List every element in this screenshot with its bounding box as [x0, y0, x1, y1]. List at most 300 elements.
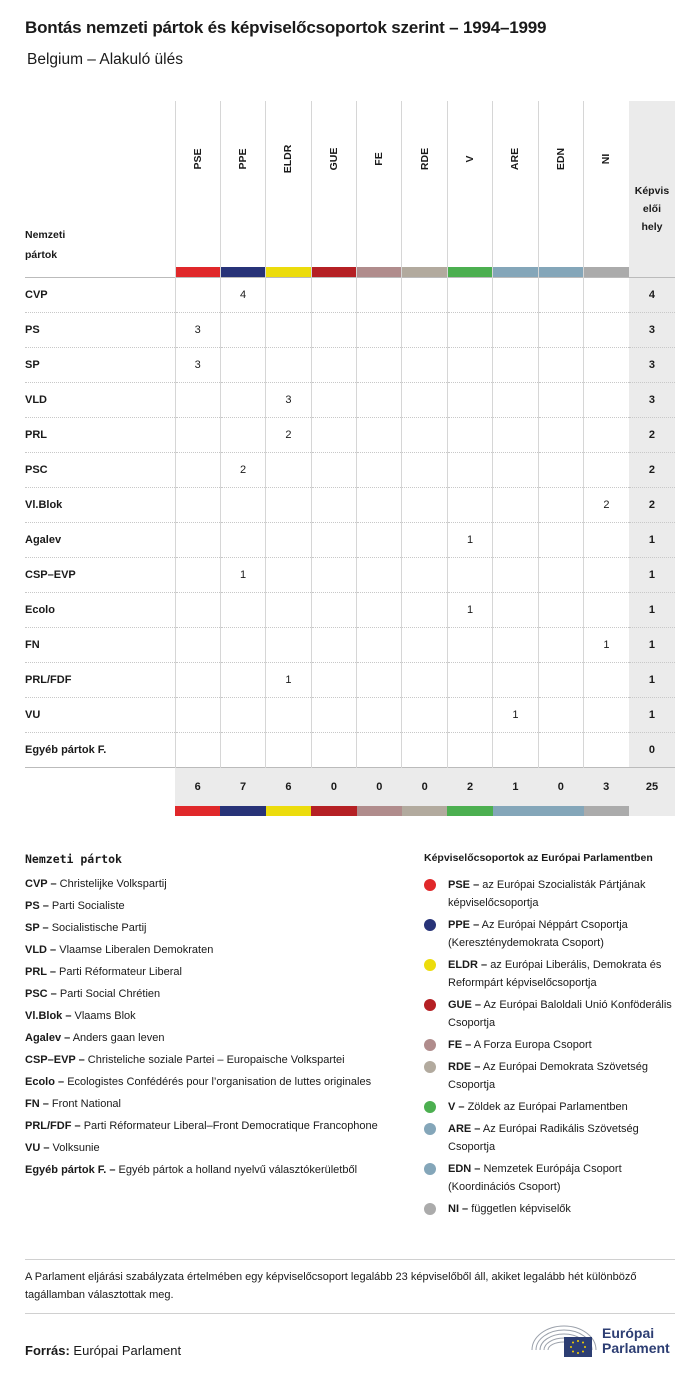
- seat-total-cell: 1: [629, 558, 675, 593]
- seat-cell: [538, 313, 583, 348]
- group-full-name: A Forza Europa Csoport: [473, 1039, 592, 1051]
- seat-cell: [311, 418, 356, 453]
- party-name: Agalev: [25, 523, 175, 558]
- group-abbr: RDE –: [448, 1061, 481, 1073]
- group-header-label: EDN: [554, 147, 567, 171]
- seat-cell: [538, 418, 583, 453]
- seat-cell: [493, 523, 538, 558]
- party-full-name: Parti Socialiste: [51, 900, 125, 912]
- page-subtitle: Belgium – Alakuló ülés: [27, 51, 183, 68]
- group-full-name: független képviselők: [471, 1203, 571, 1215]
- group-header-are: [493, 101, 538, 278]
- seat-cell: [357, 313, 402, 348]
- seat-cell: [584, 453, 629, 488]
- seat-cell: [266, 628, 311, 663]
- grand-total-cell: 25: [629, 768, 675, 807]
- ep-group-entry: [424, 1200, 679, 1218]
- totals-row: [25, 768, 675, 807]
- seat-total-cell: 1: [629, 663, 675, 698]
- table-row: [25, 313, 675, 348]
- party-abbr: VLD –: [25, 944, 57, 956]
- ep-group-entry: [424, 1036, 679, 1054]
- seat-total-cell: 0: [629, 733, 675, 768]
- group-color-bar: [266, 267, 310, 277]
- party-name: PS: [25, 313, 175, 348]
- seat-cell: [220, 523, 265, 558]
- bars-spacer: [25, 806, 175, 816]
- party-full-name: Socialistische Partij: [51, 922, 147, 934]
- party-abbr: PS –: [25, 900, 49, 912]
- group-header-label: RDE: [418, 147, 431, 171]
- seat-cell: [584, 523, 629, 558]
- group-color-bar: [538, 806, 583, 816]
- group-abbr: ELDR –: [448, 959, 488, 971]
- seat-cell: [402, 558, 447, 593]
- group-color-bar: [584, 267, 629, 277]
- seat-cell: [220, 418, 265, 453]
- national-party-entry: [25, 985, 400, 1003]
- group-color-bar: [402, 267, 446, 277]
- party-abbr: Agalev –: [25, 1032, 71, 1044]
- party-abbr: Ecolo –: [25, 1076, 65, 1088]
- table-row: [25, 488, 675, 523]
- seat-cell: [402, 313, 447, 348]
- seat-total-cell: 3: [629, 348, 675, 383]
- row-header-line: pártok: [25, 249, 58, 261]
- seat-cell: [357, 418, 402, 453]
- group-full-name: az Európai Liberális, Demokrata és Reformpárt képviselőcsoportja: [448, 959, 662, 989]
- seat-cell: [447, 383, 492, 418]
- table-row: [25, 418, 675, 453]
- seat-total-cell: 1: [629, 593, 675, 628]
- group-color-bar: [539, 267, 583, 277]
- source-value: Európai Parlament: [73, 1343, 182, 1358]
- source-label: Forrás:: [25, 1343, 70, 1358]
- seat-cell: [311, 698, 356, 733]
- group-header-ppe: [220, 101, 265, 278]
- seat-cell: [447, 418, 492, 453]
- seat-cell: [538, 593, 583, 628]
- seat-cell: [266, 523, 311, 558]
- ep-group-entry: [424, 1098, 679, 1116]
- seat-distribution-table: [25, 101, 675, 816]
- seat-cell: [220, 733, 265, 768]
- seat-cell: [538, 278, 583, 313]
- table-row: [25, 383, 675, 418]
- seat-cell: 2: [584, 488, 629, 523]
- table-row: [25, 453, 675, 488]
- seat-cell: [175, 663, 220, 698]
- group-color-dot-icon: [424, 999, 436, 1011]
- ep-group-entry: [424, 916, 679, 952]
- group-header-label: FE: [373, 152, 386, 166]
- national-party-entry: [25, 919, 400, 937]
- national-party-entry: [25, 963, 400, 981]
- rules-note: A Parlament eljárási szabályzata értelmében egy képviselőcsoport legalább 23 képviselőből áll, akiket legalább hét különböző tagállamban választottak meg.: [25, 1259, 675, 1314]
- seat-cell: [538, 733, 583, 768]
- seat-cell: [584, 593, 629, 628]
- seat-total-cell: 4: [629, 278, 675, 313]
- group-full-name: az Európai Szocialisták Pártjának képviselőcsoportja: [448, 879, 646, 909]
- seat-cell: [493, 733, 538, 768]
- seat-cell: [266, 313, 311, 348]
- group-color-bar: [447, 806, 492, 816]
- seat-cell: 4: [220, 278, 265, 313]
- group-header-label: V: [464, 155, 477, 163]
- national-party-entry: [25, 897, 400, 915]
- seat-cell: [311, 453, 356, 488]
- seat-cell: [311, 733, 356, 768]
- seat-cell: 1: [220, 558, 265, 593]
- group-color-bar: [175, 806, 220, 816]
- party-name: FN: [25, 628, 175, 663]
- seat-cell: [266, 733, 311, 768]
- group-header-v: [447, 101, 492, 278]
- seat-cell: [220, 313, 265, 348]
- seat-cell: [402, 488, 447, 523]
- seat-cell: 3: [175, 313, 220, 348]
- seat-cell: 1: [447, 523, 492, 558]
- group-abbr: EDN –: [448, 1163, 481, 1175]
- seat-total-cell: 1: [629, 628, 675, 663]
- group-total-cell: 6: [175, 768, 220, 807]
- logo-wordmark: [602, 1326, 670, 1356]
- seat-cell: 2: [266, 418, 311, 453]
- group-color-bar: [402, 806, 447, 816]
- seat-cell: [357, 278, 402, 313]
- seat-cell: [357, 383, 402, 418]
- table-row: [25, 348, 675, 383]
- party-abbr: Vl.Blok –: [25, 1010, 72, 1022]
- group-total-cell: 0: [357, 768, 402, 807]
- bottom-color-bars: [25, 806, 675, 816]
- seat-cell: [493, 488, 538, 523]
- seat-cell: [311, 383, 356, 418]
- seat-cell: [311, 558, 356, 593]
- seat-cell: [175, 383, 220, 418]
- table-row: [25, 278, 675, 313]
- seat-cell: [584, 383, 629, 418]
- seat-total-cell: 2: [629, 453, 675, 488]
- seat-cell: [402, 698, 447, 733]
- group-header-label: NI: [600, 153, 613, 165]
- seat-cell: [220, 628, 265, 663]
- group-full-name: Zöldek az Európai Parlamentben: [467, 1101, 628, 1113]
- seat-total-cell: 1: [629, 698, 675, 733]
- seat-cell: [584, 663, 629, 698]
- seat-cell: [357, 628, 402, 663]
- party-name: VU: [25, 698, 175, 733]
- seat-cell: [220, 593, 265, 628]
- party-name: PRL: [25, 418, 175, 453]
- seat-cell: [584, 558, 629, 593]
- seat-cell: [175, 698, 220, 733]
- table-row: [25, 593, 675, 628]
- seat-cell: [357, 663, 402, 698]
- seat-cell: [402, 593, 447, 628]
- group-color-dot-icon: [424, 1039, 436, 1051]
- party-abbr: Egyéb pártok F. –: [25, 1164, 116, 1176]
- logo-line-1: Európai: [602, 1325, 655, 1341]
- group-abbr: FE –: [448, 1039, 472, 1051]
- group-color-dot-icon: [424, 919, 436, 931]
- party-full-name: Ecologistes Confédérés pour l’organisation de luttes originales: [67, 1076, 372, 1088]
- seat-cell: [220, 488, 265, 523]
- national-party-entry: [25, 941, 400, 959]
- seat-cell: [447, 313, 492, 348]
- seat-cell: [493, 418, 538, 453]
- group-header-gue: [311, 101, 356, 278]
- group-color-bar: [220, 806, 265, 816]
- page-title: Bontás nemzeti pártok és képviselőcsoportok szerint – 1994–1999: [25, 18, 547, 37]
- seat-total-cell: 3: [629, 313, 675, 348]
- seat-cell: [402, 733, 447, 768]
- party-abbr: PRL –: [25, 966, 56, 978]
- party-abbr: FN –: [25, 1098, 49, 1110]
- group-color-dot-icon: [424, 879, 436, 891]
- seat-cell: [311, 488, 356, 523]
- seat-cell: [357, 733, 402, 768]
- row-header: [25, 101, 175, 278]
- group-color-bar: [584, 806, 629, 816]
- row-header-line: Nemzeti: [25, 229, 66, 241]
- seat-cell: [357, 698, 402, 733]
- seat-cell: [175, 593, 220, 628]
- party-full-name: Vlaams Blok: [74, 1010, 136, 1022]
- ep-group-entry: [424, 876, 679, 912]
- totals-spacer: [25, 768, 175, 807]
- national-party-entry: [25, 1117, 400, 1135]
- seat-cell: [402, 663, 447, 698]
- table-row: [25, 628, 675, 663]
- seat-cell: [220, 348, 265, 383]
- ep-groups-legend: [424, 852, 679, 1222]
- seats-header-line: Képvis: [634, 185, 670, 197]
- national-party-entry: [25, 1139, 400, 1157]
- seat-cell: [357, 523, 402, 558]
- group-total-cell: 0: [538, 768, 583, 807]
- ep-group-entry: [424, 1160, 679, 1196]
- group-full-name: Az Európai Néppárt Csoportja (Kereszténydemokrata Csoport): [448, 919, 628, 949]
- group-header-ni: [584, 101, 629, 278]
- seat-cell: [357, 348, 402, 383]
- seat-cell: [357, 453, 402, 488]
- national-party-entry: [25, 1161, 400, 1179]
- table-row: [25, 663, 675, 698]
- seat-cell: [175, 453, 220, 488]
- table-row: [25, 733, 675, 768]
- national-party-entry: [25, 1029, 400, 1047]
- party-abbr: PSC –: [25, 988, 57, 1000]
- group-total-cell: 2: [447, 768, 492, 807]
- seat-cell: 3: [266, 383, 311, 418]
- seat-cell: [175, 278, 220, 313]
- party-abbr: CSP–EVP –: [25, 1054, 85, 1066]
- seat-cell: [584, 418, 629, 453]
- group-header-label: PPE: [237, 148, 250, 170]
- seat-cell: [538, 523, 583, 558]
- party-full-name: Egyéb pártok a holland nyelvű választókerületből: [118, 1164, 358, 1176]
- seat-cell: [175, 488, 220, 523]
- seat-cell: [538, 488, 583, 523]
- seat-cell: [220, 383, 265, 418]
- party-full-name: Christeliche soziale Partei – Europaische Volkspartei: [87, 1054, 345, 1066]
- party-abbr: VU –: [25, 1142, 50, 1154]
- seat-cell: [493, 558, 538, 593]
- national-party-entry: [25, 875, 400, 893]
- group-color-dot-icon: [424, 1123, 436, 1135]
- seat-cell: [266, 453, 311, 488]
- group-color-bar: [357, 806, 402, 816]
- group-color-dot-icon: [424, 1203, 436, 1215]
- seat-cell: [584, 278, 629, 313]
- seat-cell: [266, 278, 311, 313]
- group-full-name: Az Európai Baloldali Unió Konföderális Csoportja: [448, 999, 672, 1029]
- seat-cell: [447, 628, 492, 663]
- group-color-dot-icon: [424, 1163, 436, 1175]
- group-header-label: ARE: [509, 147, 522, 171]
- national-parties-heading: Nemzeti pártok: [25, 852, 122, 866]
- national-party-entry: [25, 1073, 400, 1091]
- ep-group-entry: [424, 956, 679, 992]
- seat-cell: [584, 313, 629, 348]
- group-color-bar: [266, 806, 311, 816]
- seat-cell: [311, 663, 356, 698]
- party-full-name: Front National: [51, 1098, 121, 1110]
- seat-cell: [311, 593, 356, 628]
- group-total-cell: 0: [402, 768, 447, 807]
- group-full-name: Az Európai Radikális Szövetség Csoportja: [448, 1123, 639, 1153]
- seat-cell: [493, 383, 538, 418]
- seat-cell: [538, 348, 583, 383]
- group-abbr: PSE –: [448, 879, 480, 891]
- group-total-cell: 3: [584, 768, 629, 807]
- party-abbr: CVP –: [25, 878, 57, 890]
- seat-total-cell: 2: [629, 418, 675, 453]
- group-color-bar: [493, 267, 537, 277]
- party-name: SP: [25, 348, 175, 383]
- seat-cell: [402, 523, 447, 558]
- seat-cell: [493, 593, 538, 628]
- seats-header: [629, 101, 675, 278]
- seat-cell: [311, 313, 356, 348]
- group-color-bar: [176, 267, 220, 277]
- seat-cell: [538, 663, 583, 698]
- group-total-cell: 0: [311, 768, 356, 807]
- logo-line-2: Parlament: [602, 1340, 670, 1356]
- seat-cell: [311, 278, 356, 313]
- ep-group-entry: [424, 996, 679, 1032]
- seats-header-line: elői: [642, 203, 661, 215]
- seats-bar-spacer: [629, 806, 675, 816]
- seat-cell: [538, 383, 583, 418]
- group-color-bar: [493, 806, 538, 816]
- group-full-name: Nemzetek Európája Csoport (Koordinációs Csoport): [448, 1163, 622, 1193]
- seat-cell: [175, 523, 220, 558]
- seat-cell: [584, 348, 629, 383]
- table-row: [25, 698, 675, 733]
- seat-cell: 1: [584, 628, 629, 663]
- table-row: [25, 523, 675, 558]
- seat-cell: [493, 453, 538, 488]
- seat-cell: 1: [493, 698, 538, 733]
- national-party-entry: [25, 1051, 400, 1069]
- group-color-bar: [311, 806, 356, 816]
- party-name: Egyéb pártok F.: [25, 733, 175, 768]
- group-total-cell: 6: [266, 768, 311, 807]
- group-color-dot-icon: [424, 1101, 436, 1113]
- party-full-name: Volksunie: [52, 1142, 100, 1154]
- party-name: VLD: [25, 383, 175, 418]
- seat-cell: [266, 593, 311, 628]
- group-abbr: PPE –: [448, 919, 480, 931]
- seat-cell: [447, 663, 492, 698]
- group-total-cell: 1: [493, 768, 538, 807]
- group-color-bar: [448, 267, 492, 277]
- group-abbr: ARE –: [448, 1123, 481, 1135]
- group-color-dot-icon: [424, 959, 436, 971]
- party-name: PSC: [25, 453, 175, 488]
- party-name: CSP–EVP: [25, 558, 175, 593]
- group-header-pse: [175, 101, 220, 278]
- seat-cell: [447, 453, 492, 488]
- seat-cell: [311, 628, 356, 663]
- group-color-bar: [221, 267, 265, 277]
- seat-cell: [447, 488, 492, 523]
- seat-cell: [493, 348, 538, 383]
- seat-cell: [402, 348, 447, 383]
- seat-cell: [220, 663, 265, 698]
- group-abbr: GUE –: [448, 999, 482, 1011]
- seat-cell: [175, 628, 220, 663]
- seat-cell: [447, 733, 492, 768]
- national-party-entry: [25, 1007, 400, 1025]
- party-full-name: Parti Réformateur Liberal–Front Democratique Francophone: [83, 1120, 378, 1132]
- seat-cell: [447, 348, 492, 383]
- party-name: Vl.Blok: [25, 488, 175, 523]
- source-line: [25, 1343, 181, 1358]
- seat-cell: [447, 278, 492, 313]
- ep-group-entry: [424, 1120, 679, 1156]
- party-name: Ecolo: [25, 593, 175, 628]
- seat-cell: [266, 488, 311, 523]
- group-color-bar: [312, 267, 356, 277]
- seat-cell: [402, 278, 447, 313]
- seat-cell: [311, 523, 356, 558]
- seat-cell: [175, 418, 220, 453]
- group-header-rde: [402, 101, 447, 278]
- group-full-name: Az Európai Demokrata Szövetség Csoportja: [448, 1061, 648, 1091]
- seat-cell: [220, 698, 265, 733]
- group-abbr: NI –: [448, 1203, 469, 1215]
- seat-cell: 1: [447, 593, 492, 628]
- group-header-label: GUE: [327, 147, 340, 171]
- seat-total-cell: 2: [629, 488, 675, 523]
- party-full-name: Anders gaan leven: [72, 1032, 165, 1044]
- party-name: PRL/FDF: [25, 663, 175, 698]
- seat-cell: [357, 558, 402, 593]
- seat-cell: [266, 698, 311, 733]
- party-full-name: Parti Réformateur Liberal: [59, 966, 182, 978]
- seat-cell: [447, 558, 492, 593]
- party-abbr: SP –: [25, 922, 49, 934]
- seats-header-line: hely: [641, 221, 663, 233]
- party-full-name: Parti Social Chrétien: [59, 988, 161, 1000]
- national-parties-legend: [25, 852, 400, 1183]
- seat-cell: [538, 453, 583, 488]
- seat-cell: [402, 418, 447, 453]
- group-header-fe: [357, 101, 402, 278]
